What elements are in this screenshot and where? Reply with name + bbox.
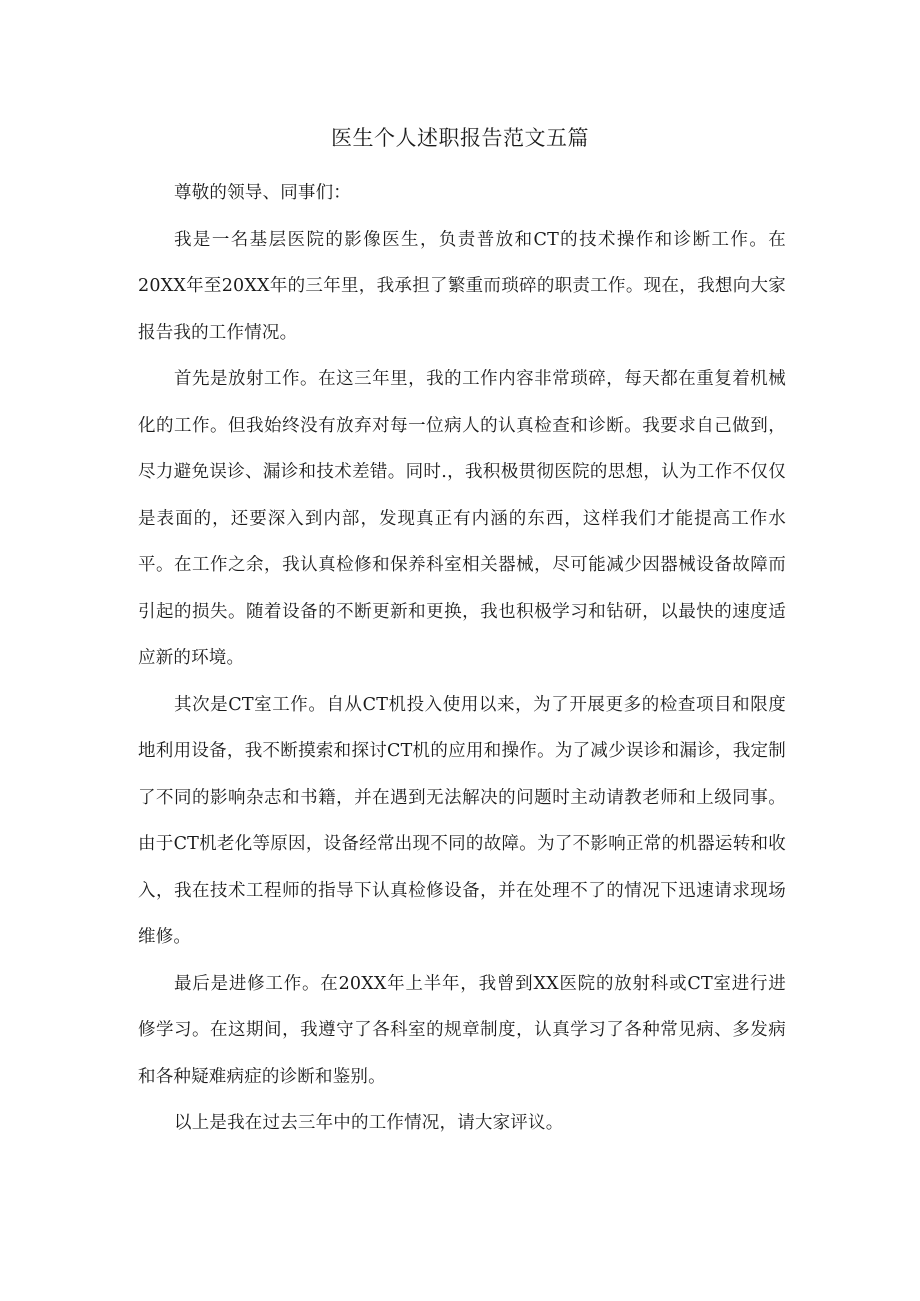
paragraph-closing: 以上是我在过去三年中的工作情况，请大家评议。 [174,1113,564,1133]
paragraph-ct-room-work: 其次是CT室工作。自从CT机投入使用以来，为了开展更多的检查项目和限度地利用设备，我不断摸索和探讨CT机的应用和操作。为了减少误诊和漏诊，我定制了不同的影响杂志和书籍，并在遇到无法解决的问题时主动请教老师和上级同事。由于CT机老化等原因，设备经常出现不同的故障。为了不影响正常的机器运转和收入，我在技术工程师的指导下认真检修设备，并在处理不了的情况下迅速请求现场维修。 [138,694,786,947]
document-title: 医生个人述职报告范文五篇 [331,126,589,150]
paragraph-radiology-work: 首先是放射工作。在这三年里，我的工作内容非常琐碎，每天都在重复着机械化的工作。但我始终没有放弃对每一位病人的认真检查和诊断。我要求自己做到，尽力避免误诊、漏诊和技术差错。同时.，我积极贯彻医院的思想，认为工作不仅仅是表面的，还要深入到内部，发现真正有内涵的东西，这样我们才能提高工作水平。在工作之余，我认真检修和保养科室相关器械，尽可能减少因器械设备故障而引起的损失。随着设备的不断更新和更换，我也积极学习和钻研，以最快的速度适应新的环境。 [138,369,786,668]
paragraph-intro: 我是一名基层医院的影像医生，负责普放和CT的技术操作和诊断工作。在20XX年至20XX年的三年里，我承担了繁重而琐碎的职责工作。现在，我想向大家报告我的工作情况。 [138,229,786,343]
paragraph-training-work: 最后是进修工作。在20XX年上半年，我曾到XX医院的放射科或CT室进行进修学习。在这期间，我遵守了各科室的规章制度，认真学习了各种常见病、多发病和各种疑难病症的诊断和鉴别。 [138,973,786,1087]
greeting-line: 尊敬的领导、同事们： [174,183,351,203]
document-body [138,170,786,1147]
